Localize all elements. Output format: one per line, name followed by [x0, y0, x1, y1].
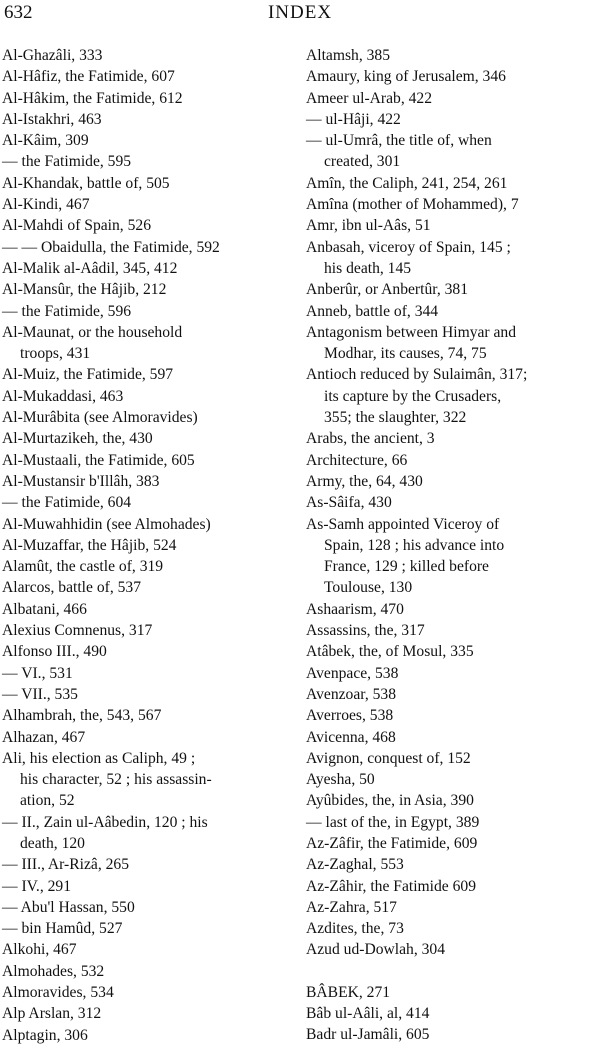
index-entry: Al-Mustaali, the Fatimide, 605	[2, 451, 195, 469]
index-entry: Avignon, conquest of, 152	[306, 749, 471, 767]
index-entry: Al-Ghazâli, 333	[2, 47, 103, 64]
index-entry: Alhambrah, the, 543, 567	[2, 707, 162, 725]
index-entry: Antagonism between Himyar and	[306, 323, 517, 341]
index-entry: Al-Maunat, or the household	[2, 323, 183, 341]
index-entry: As-Samh appointed Viceroy of	[306, 515, 500, 533]
index-entry: — ul-Hâji, 422	[306, 110, 401, 128]
index-entry: Al-Istakhri, 463	[2, 110, 102, 128]
index-entry: Ameer ul-Arab, 422	[306, 89, 433, 107]
index-entry: — last of the, in Egypt, 389	[306, 813, 480, 831]
index-entry: Al-Mukaddasi, 463	[2, 387, 124, 405]
index-entry: troops, 431	[20, 345, 91, 363]
index-entry: Alp Arslan, 312	[2, 1005, 102, 1023]
index-entry: his death, 145	[324, 259, 412, 277]
index-entry: Architecture, 66	[306, 451, 408, 469]
index-entry: Avicenna, 468	[306, 728, 396, 746]
index-entry: Ashaarism, 470	[306, 600, 404, 618]
index-entry: Bâb ul-Aâli, al, 414	[306, 1005, 430, 1023]
index-entry: — VI., 531	[2, 664, 73, 682]
index-entry: death, 120	[20, 834, 85, 852]
index-entry: Al-Khandak, battle of, 505	[2, 174, 170, 192]
index-column-left	[2, 45, 292, 1046]
index-entry: — ul-Umrâ, the title of, when	[306, 132, 492, 150]
index-entry: Avenzoar, 538	[306, 685, 397, 703]
index-entry: 355; the slaughter, 322	[324, 409, 467, 427]
index-entry: Alfonso III., 490	[2, 643, 107, 661]
index-entry: Anneb, battle of, 344	[306, 302, 439, 320]
index-entry: his character, 52 ; his assassin-	[20, 771, 212, 789]
index-entry: Al-Kâim, 309	[2, 132, 89, 150]
index-entry: — II., Zain ul-Aâbedin, 120 ; his	[2, 813, 208, 831]
index-entry: Al-Hâfiz, the Fatimide, 607	[2, 68, 175, 86]
index-entry: ation, 52	[20, 792, 75, 810]
index-entry: Azdites, the, 73	[306, 920, 404, 938]
index-entry: Antioch reduced by Sulaimân, 317;	[306, 366, 528, 384]
index-entry: Atâbek, the, of Mosul, 335	[306, 643, 474, 661]
index-entry: Amîna (mother of Mohammed), 7	[306, 196, 519, 214]
index-entry: Anberûr, or Anbertûr, 381	[306, 281, 469, 299]
index-entry: Alptagin, 306	[2, 1026, 88, 1044]
index-entry: Albatani, 466	[2, 600, 87, 618]
index-entry: Al-Mahdi of Spain, 526	[2, 217, 151, 235]
index-entry: Ayesha, 50	[306, 771, 375, 789]
index-entry: Alamût, the castle of, 319	[2, 558, 164, 576]
index-entry: Toulouse, 130	[324, 579, 413, 597]
index-entry: Assassins, the, 317	[306, 622, 425, 640]
index-entry: Spain, 128 ; his advance into	[324, 536, 505, 554]
index-entry: Al-Malik al-Aâdil, 345, 412	[2, 259, 178, 277]
index-entry: — bin Hamûd, 527	[2, 920, 123, 938]
index-entry: Azud ud-Dowlah, 304	[306, 941, 446, 959]
index-entry: Ali, his election as Caliph, 49 ;	[2, 749, 196, 767]
index-entry: Amaury, king of Jerusalem, 346	[306, 68, 506, 86]
index-entry: created, 301	[324, 153, 401, 171]
index-entry: Al-Muiz, the Fatimide, 597	[2, 366, 174, 384]
index-entry: Modhar, its causes, 74, 75	[324, 345, 487, 363]
index-entry: Alkohi, 467	[2, 941, 77, 959]
index-entry: Az-Zâfir, the Fatimide, 609	[306, 834, 478, 852]
index-entry: Al-Kindi, 467	[2, 196, 90, 214]
index-entry: — III., Ar-Rizâ, 265	[2, 856, 130, 874]
index-entry: BÂBEK, 271	[306, 983, 391, 1001]
index-entry: Al-Muzaffar, the Hâjib, 524	[2, 536, 177, 554]
index-entry: Al-Muwahhidin (see Almohades)	[2, 515, 211, 533]
index-entry: Badr ul-Jamâli, 605	[306, 1026, 430, 1044]
index-entry: Ayûbides, the, in Asia, 390	[306, 792, 474, 810]
index-entry: Al-Mustansir b'Illâh, 383	[2, 472, 160, 490]
index-entry: Amîn, the Caliph, 241, 254, 261	[306, 174, 508, 192]
index-entry: Almohades, 532	[2, 962, 105, 980]
index-entry: — — Obaidulla, the Fatimide, 592	[2, 238, 220, 256]
index-entry: — VII., 535	[2, 685, 78, 703]
index-entry: — the Fatimide, 595	[2, 153, 132, 171]
index-entry: — Abu'l Hassan, 550	[2, 898, 135, 916]
index-entry: — the Fatimide, 596	[2, 302, 132, 320]
index-entry: — the Fatimide, 604	[2, 494, 132, 512]
index-entry: Al-Hâkim, the Fatimide, 612	[2, 89, 183, 107]
index-entry: Az-Zâhir, the Fatimide 609	[306, 877, 476, 895]
index-entry: Almoravides, 534	[2, 984, 114, 1002]
index-column-right	[306, 45, 598, 1046]
index-entry: Az-Zaghal, 553	[306, 856, 404, 874]
index-entry: Arabs, the ancient, 3	[306, 430, 435, 448]
index-entry: Amr, ibn ul-Aâs, 51	[306, 217, 431, 235]
index-entry: Al-Murtazikeh, the, 430	[2, 430, 153, 448]
index-entry: Al-Murâbita (see Almoravides)	[2, 409, 198, 427]
index-entry: France, 129 ; killed before	[324, 558, 489, 576]
index-entry: Alexius Comnenus, 317	[2, 622, 153, 640]
page-header	[0, 2, 600, 26]
index-entry: As-Sâifa, 430	[306, 494, 392, 512]
index-entry: Az-Zahra, 517	[306, 898, 397, 916]
index-entry: Army, the, 64, 430	[306, 472, 423, 490]
index-entry: Altamsh, 385	[306, 47, 391, 64]
index-entry: Al-Mansûr, the Hâjib, 212	[2, 281, 167, 299]
page-title: INDEX	[267, 2, 333, 23]
index-entry: Alhazan, 467	[2, 728, 86, 746]
page-number: 632	[4, 2, 33, 23]
index-entry: Alarcos, battle of, 537	[2, 579, 142, 597]
index-entry: Anbasah, viceroy of Spain, 145 ;	[306, 238, 511, 256]
index-entry: its capture by the Crusaders,	[324, 387, 502, 405]
index-entry: — IV., 291	[2, 877, 72, 895]
index-entry: Averroes, 538	[306, 707, 394, 725]
index-entry: Avenpace, 538	[306, 664, 399, 682]
